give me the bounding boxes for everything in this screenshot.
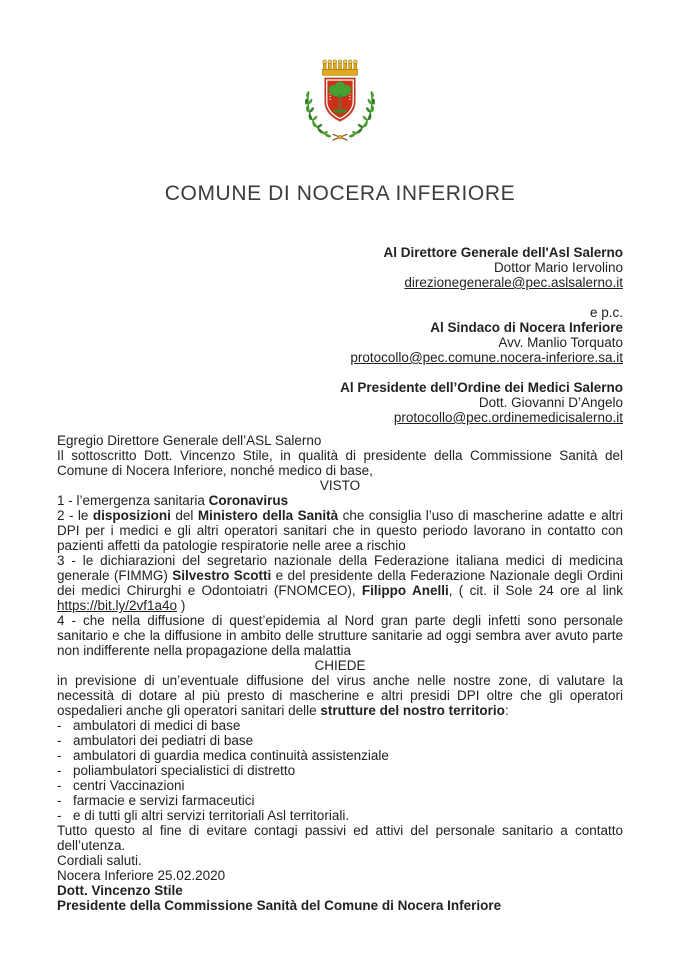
premise-item-1: 1 - l’emergenza sanitaria Coronavirus bbox=[57, 493, 289, 508]
recipient-person: Dott. Giovanni D’Angelo bbox=[478, 395, 623, 410]
letter-body bbox=[0, 433, 680, 913]
list-item-text: ambulatori dei pediatri di base bbox=[73, 733, 254, 748]
recipient-person: Avv. Manlio Torquato bbox=[498, 335, 623, 350]
dateline: Nocera Inferiore 25.02.2020 bbox=[57, 868, 226, 883]
bullet-marker: - bbox=[57, 763, 62, 778]
premise-item-2: 2 - le disposizioni del Ministero della Sanità che consiglia l’uso di mascherine adatte e altri DPI per i medici e gli altri operatori sanitari che in questo periodo lavorano in contatto con pazienti affetti da patologie respiratorie nelle aree a rischio bbox=[57, 508, 623, 553]
recipients-block bbox=[0, 245, 680, 425]
premise-item-3: 3 - le dichiarazioni del segretario nazionale della Federazione italiana medici di medicina generale (FIMMG) Silvestro Scotti e del presidente della Federazione Nazionale degli Ordini dei medici Chirurghi e Odontoiatri (FNOMCEO), Filippo Anelli, ( cit. il Sole 24 ore al link https://bit.ly/2vf1a4o ) bbox=[57, 553, 624, 613]
crown-icon bbox=[323, 60, 358, 75]
municipal-crest bbox=[294, 0, 386, 148]
email-link[interactable]: protocollo@pec.comune.nocera-inferiore.sa.it bbox=[350, 350, 623, 365]
list-item bbox=[57, 778, 623, 793]
list-item-text: poliambulatori specialistici di distretto bbox=[73, 763, 296, 778]
email-link[interactable]: protocollo@pec.ordinemedicisalerno.it bbox=[393, 410, 623, 425]
list-item bbox=[57, 793, 623, 808]
list-item-text: ambulatori di guardia medica continuità assistenziale bbox=[73, 748, 389, 763]
recipient-ordine-medici bbox=[57, 380, 623, 425]
list-item-text: farmacie e servizi farmaceutici bbox=[73, 793, 255, 808]
bullet-marker: - bbox=[57, 793, 62, 808]
page-title: COMUNE DI NOCERA INFERIORE bbox=[164, 182, 516, 205]
recipient-title: Al Sindaco di Nocera Inferiore bbox=[430, 320, 623, 335]
list-item bbox=[57, 718, 623, 733]
inline-link[interactable]: https://bit.ly/2vf1a4o bbox=[57, 598, 178, 613]
bullet-marker: - bbox=[57, 808, 62, 823]
premise-item-4: 4 - che nella diffusione di quest’epidemia al Nord gran parte degli infetti sono personale sanitario e che la diffusione in ambito delle strutture sanitarie ad oggi sembra aver avuto parte non indifferente nella propagazione della malattia bbox=[57, 613, 623, 658]
signature-role: Presidente della Commissione Sanità del Comune di Nocera Inferiore bbox=[57, 898, 502, 913]
bullet-marker: - bbox=[57, 778, 62, 793]
bullet-marker: - bbox=[57, 733, 62, 748]
email-link[interactable]: direzionegenerale@pec.aslsalerno.it bbox=[404, 275, 623, 290]
branch-tie bbox=[333, 134, 348, 140]
recipient-title: Al Presidente dell’Ordine dei Medici Salerno bbox=[340, 380, 623, 395]
signature-name: Dott. Vincenzo Stile bbox=[57, 883, 183, 898]
recipient-sindaco bbox=[57, 305, 623, 365]
list-item bbox=[57, 763, 623, 778]
list-item-text: ambulatori di medici di base bbox=[73, 718, 241, 733]
facilities-list bbox=[57, 718, 623, 823]
list-item-text: e di tutti gli altri servizi territoriali Asl territoriali. bbox=[73, 808, 350, 823]
salutation: Egregio Direttore Generale dell’ASL Salerno bbox=[57, 433, 322, 448]
intro-paragraph: Il sottoscritto Dott. Vincenzo Stile, in qualità di presidente della Commissione Sanità del Comune di Nocera Inferiore, nonché medico di base, bbox=[57, 448, 623, 478]
regards: Cordiali saluti. bbox=[57, 853, 142, 868]
visto-heading: VISTO bbox=[319, 478, 361, 493]
cc-label: e p.c. bbox=[589, 305, 623, 320]
coat-of-arms-icon bbox=[294, 55, 386, 148]
request-paragraph: in previsione di un’eventuale diffusione del virus anche nelle nostre zone, di valutare la necessità di dotare al più presto di mascherine e altri presidi DPI oltre che gli operatori ospedalieri anche gli operatori sanitari delle strutture del nostro territorio: bbox=[57, 673, 623, 718]
recipient-person: Dottor Mario Iervolino bbox=[493, 260, 623, 275]
list-item bbox=[57, 733, 623, 748]
list-item bbox=[57, 808, 623, 823]
recipient-title: Al Direttore Generale dell'Asl Salerno bbox=[383, 245, 623, 260]
closing-paragraph: Tutto questo al fine di evitare contagi passivi ed attivi del personale sanitario a contatto dell’utenza. bbox=[57, 823, 623, 853]
bullet-marker: - bbox=[57, 748, 62, 763]
chiede-heading: CHIEDE bbox=[314, 658, 366, 673]
list-item-text: centri Vaccinazioni bbox=[73, 778, 185, 793]
bullet-marker: - bbox=[57, 718, 62, 733]
list-item bbox=[57, 748, 623, 763]
recipient-asl-direttore bbox=[57, 245, 623, 290]
